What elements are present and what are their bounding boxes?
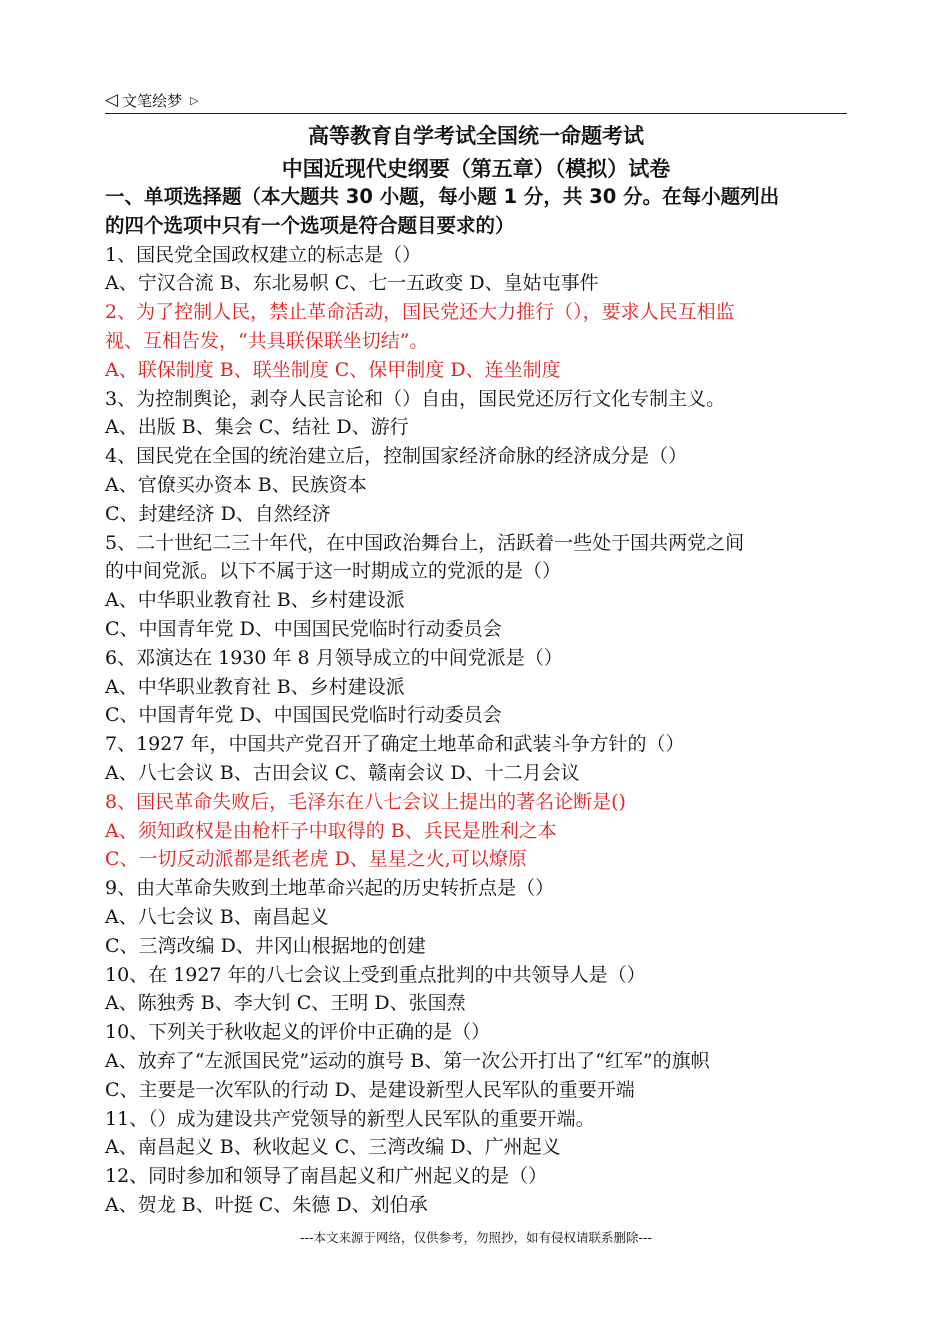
header-brand: 文笔绘梦: [122, 91, 183, 110]
question-line: 5、二十世纪二三十年代，在中国政治舞台上，活跃着一些处于国共两党之间: [105, 531, 745, 554]
section-heading-line2: 的四个选项中只有一个选项是符合题目要求的）: [105, 213, 515, 237]
question-line: C、封建经济 D、自然经济: [105, 502, 331, 525]
question-line: 6、邓演达在 1930 年 8 月领导成立的中间党派是（）: [105, 646, 563, 669]
question-line: A、中华职业教育社 B、乡村建设派: [105, 675, 405, 698]
question-line: 4、国民党在全国的统治建立后，控制国家经济命脉的经济成分是（）: [105, 445, 688, 468]
question-line: 11、（）成为建设共产党领导的新型人民军队的重要开端。: [105, 1107, 595, 1130]
question-line: A、须知政权是由枪杆子中取得的 B、兵民是胜利之本: [105, 819, 557, 842]
exam-title-line1: 高等教育自学考试全国统一命题考试: [308, 124, 644, 148]
question-line: A、宁汉合流 B、东北易帜 C、七一五政变 D、皇姑屯事件: [105, 272, 599, 295]
question-line: A、八七会议 B、古田会议 C、赣南会议 D、十二月会议: [105, 761, 580, 784]
question-line: 10、在 1927 年的八七会议上受到重点批判的中共领导人是（）: [105, 963, 646, 986]
question-line: A、放弃了“左派国民党”运动的旗号 B、第一次公开打出了“红军”的旗帜: [105, 1049, 710, 1072]
question-line: C、三湾改编 D、井冈山根据地的创建: [105, 934, 426, 957]
question-line: A、贺龙 B、叶挺 C、朱德 D、刘伯承: [105, 1193, 428, 1216]
question-line: C、主要是一次军队的行动 D、是建设新型人民军队的重要开端: [105, 1078, 635, 1101]
question-line: C、中国青年党 D、中国国民党临时行动委员会: [105, 617, 502, 640]
section-heading-line1: 一、单项选择题（本大题共 30 小题，每小题 1 分，共 30 分。在每小题列出: [105, 185, 780, 208]
question-line: C、中国青年党 D、中国国民党临时行动委员会: [105, 704, 502, 727]
question-line: 3、为控制舆论，剥夺人民言论和（）自由，国民党还厉行文化专制主义。: [105, 387, 726, 410]
triangle-right-icon: ▷: [190, 93, 199, 107]
question-line: 7、1927 年，中国共产党召开了确定土地革命和武装斗争方针的（）: [105, 733, 685, 756]
question-line: 12、同时参加和领导了南昌起义和广州起义的是（）: [105, 1165, 548, 1188]
question-line: 9、由大革命失败到土地革命兴起的历史转折点是（）: [105, 877, 555, 900]
question-line: C、一切反动派都是纸老虎 D、星星之火,可以燎原: [105, 848, 527, 871]
exam-title-line2: 中国近现代史纲要（第五章）（模拟）试卷: [281, 157, 671, 181]
question-line: A、出版 B、集会 C、结社 D、游行: [105, 416, 409, 439]
question-line: 的中间党派。以下不属于这一时期成立的党派的是（）: [105, 560, 562, 583]
page-footer: ---本文来源于网络，仅供参考，勿照抄，如有侵权请联系删除---: [299, 1230, 653, 1245]
question-line: A、八七会议 B、南昌起义: [105, 905, 329, 928]
header-divider: [105, 113, 847, 114]
question-line: 视、互相告发，“共具联保联坐切结”。: [105, 329, 429, 352]
question-line: A、联保制度 B、联坐制度 C、保甲制度 D、连坐制度: [105, 358, 561, 381]
question-line: A、南昌起义 B、秋收起义 C、三湾改编 D、广州起义: [105, 1136, 561, 1159]
page-header: [105, 88, 847, 112]
question-line: 1、国民党全国政权建立的标志是（）: [105, 243, 422, 266]
question-line: A、官僚买办资本 B、民族资本: [105, 473, 367, 496]
question-line: A、中华职业教育社 B、乡村建设派: [105, 589, 405, 612]
question-line: 2、为了控制人民，禁止革命活动，国民党还大力推行（），要求人民互相监: [105, 301, 735, 324]
question-line: 8、国民革命失败后，毛泽东在八七会议上提出的著名论断是(): [105, 790, 626, 813]
question-line: A、陈独秀 B、李大钊 C、王明 D、张国焘: [105, 992, 466, 1015]
triangle-left-icon: ◁: [105, 90, 119, 110]
question-line: 10、下列关于秋收起义的评价中正确的是（）: [105, 1021, 491, 1044]
question-body: [105, 183, 850, 1220]
